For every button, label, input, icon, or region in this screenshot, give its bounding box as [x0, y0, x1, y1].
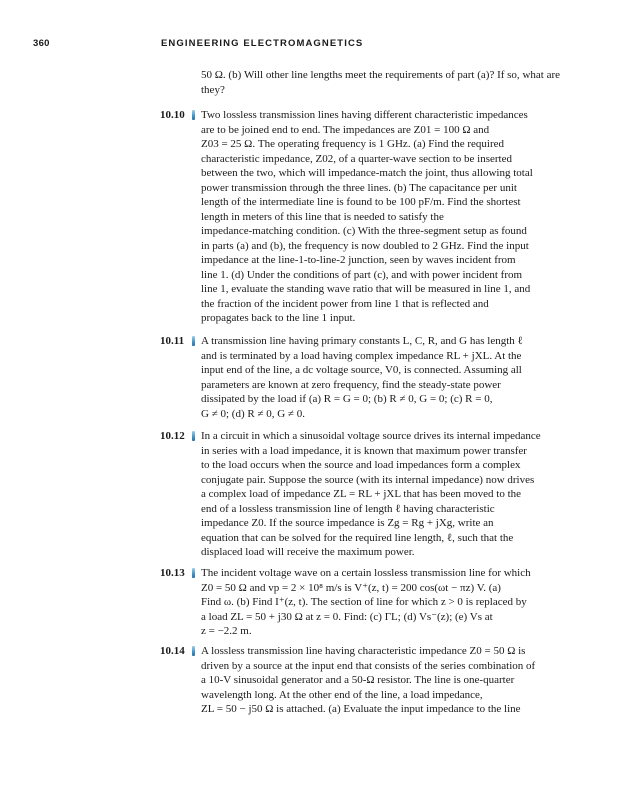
text-line: a complex load of impedance ZL = RL + jXL that has been moved to the — [201, 488, 522, 500]
text-line: driven by a source at the input end that consists of the series combination of — [201, 659, 536, 672]
text-line: conjugate pair. Suppose the source (with its internal impedance) now drives — [201, 473, 535, 486]
problem-10-12 — [158, 429, 577, 560]
text-line: and is terminated by a load having complex impedance RL + jXL. At the — [201, 349, 522, 362]
problem-10-13 — [158, 566, 577, 639]
problem-10-14 — [158, 644, 577, 717]
text-line: propagates back to the line 1 input. — [201, 312, 356, 324]
text-line: In a circuit in which a sinusoidal voltage source drives its internal impedance — [201, 430, 541, 442]
problem-number: 10.11 — [160, 335, 185, 347]
problem-text — [201, 334, 577, 421]
text-line: end of a lossless transmission line of length ℓ having characteristic — [201, 502, 495, 515]
text-line: wavelength long. At the other end of the line, a load impedance, — [201, 688, 483, 701]
text-line: impedance-matching condition. (c) With the three-segment setup as found — [201, 225, 527, 237]
text-line: line 1, evaluate the standing wave ratio that will be measured in line 1, and — [201, 283, 531, 295]
text-line: G ≠ 0; (d) R ≠ 0, G ≠ 0. — [201, 407, 305, 420]
text-line: in series with a load impedance, it is known that maximum power transfer — [201, 444, 527, 457]
text-line: what are they? — [201, 69, 560, 96]
text-line: Find ω. (b) Find I⁺(z, t). The section of line for which z > 0 is replaced by — [201, 596, 527, 608]
problem-number: 10.10 — [160, 109, 185, 121]
text-line: the fraction of the incident power from line 1 that is reflected and — [201, 297, 489, 310]
text-line: to the load occurs when the source and load impedances form a complex — [201, 459, 521, 471]
text-line: 50 Ω. (b) Will other line lengths meet the requirements of part (a)? If so, — [201, 69, 520, 81]
text-line: length of the intermediate line is found to be 100 pF/m. Find the shortest — [201, 196, 521, 208]
text-line: line 1. (d) Under the conditions of part (c), and with power incident from — [201, 268, 523, 281]
text-line: dissipated by the load if (a) R = G = 0; (b) R ≠ 0, G = 0; (c) R = 0, — [201, 393, 493, 405]
difficulty-marker-icon — [192, 336, 195, 346]
text-line: in parts (a) and (b), the frequency is now doubled to 2 GHz. Find the input — [201, 239, 529, 252]
difficulty-marker-icon — [192, 110, 195, 120]
text-line: A transmission line having primary constants L, C, R, and G has length ℓ — [201, 335, 523, 347]
text-line: impedance at the line-1-to-line-2 junction, seen by waves incident from — [201, 254, 516, 266]
text-line: a load ZL = 50 + j30 Ω at z = 0. Find: (c) ΓL; (d) Vs⁻(z); (e) Vs at — [201, 610, 493, 623]
problem-10-10 — [158, 108, 577, 326]
problem-number: 10.13 — [160, 567, 185, 579]
text-line: length in meters of this line that is needed to satisfy the — [201, 210, 444, 223]
text-line: are to be joined end to end. The impedances are Z01 = 100 Ω and — [201, 123, 490, 136]
text-line: Two lossless transmission lines having different characteristic impedances — [201, 109, 528, 121]
text-line: equation that can be solved for the required line length, ℓ, such that the — [201, 531, 514, 544]
problem-text — [201, 108, 577, 326]
text-line: displaced load will receive the maximum power. — [201, 546, 415, 558]
text-line: ZL = 50 − j50 Ω is attached. (a) Evaluate the input impedance to the line — [201, 703, 521, 715]
text-line: Z03 = 25 Ω. The operating frequency is 1 GHz. (a) Find the required — [201, 138, 505, 150]
difficulty-marker-icon — [192, 568, 195, 578]
problem-number: 10.12 — [160, 430, 185, 442]
text-line: Z0 = 50 Ω and vp = 2 × 10⁸ m/s is V⁺(z, t) = 200 cos(ωt − πz) V. (a) — [201, 581, 501, 594]
problem-text — [201, 566, 577, 639]
difficulty-marker-icon — [192, 646, 195, 656]
difficulty-marker-icon — [192, 431, 195, 441]
text-line: input end of the line, a dc voltage source, V0, is connected. Assuming all — [201, 364, 522, 376]
text-line: A lossless transmission line having characteristic impedance Z0 = 50 Ω is — [201, 645, 526, 657]
text-line: characteristic impedance, Z02, of a quarter-wave section to be inserted — [201, 152, 512, 165]
problem-text — [201, 429, 577, 560]
text-line: a 10-V sinusoidal generator and a 50-Ω resistor. The line is one-quarter — [201, 674, 515, 686]
text-line: impedance Z0. If the source impedance is Zg = Rg + jXg, write an — [201, 517, 494, 529]
problem-number: 10.14 — [160, 645, 185, 657]
text-line: parameters are known at zero frequency, find the steady-state power — [201, 378, 501, 391]
text-line: The incident voltage wave on a certain lossless transmission line for which — [201, 567, 531, 579]
text-line: z = −2.2 m. — [201, 625, 252, 637]
text-line: between the two, which will impedance-match the joint, thus allowing total — [201, 167, 533, 179]
page-number: 360 — [33, 38, 50, 49]
intro-continuation — [201, 68, 577, 97]
problem-text — [201, 644, 577, 717]
running-head: ENGINEERING ELECTROMAGNETICS — [161, 38, 364, 49]
text-line: power transmission through the three lines. (b) The capacitance per unit — [201, 181, 517, 194]
problem-10-11 — [158, 334, 577, 421]
